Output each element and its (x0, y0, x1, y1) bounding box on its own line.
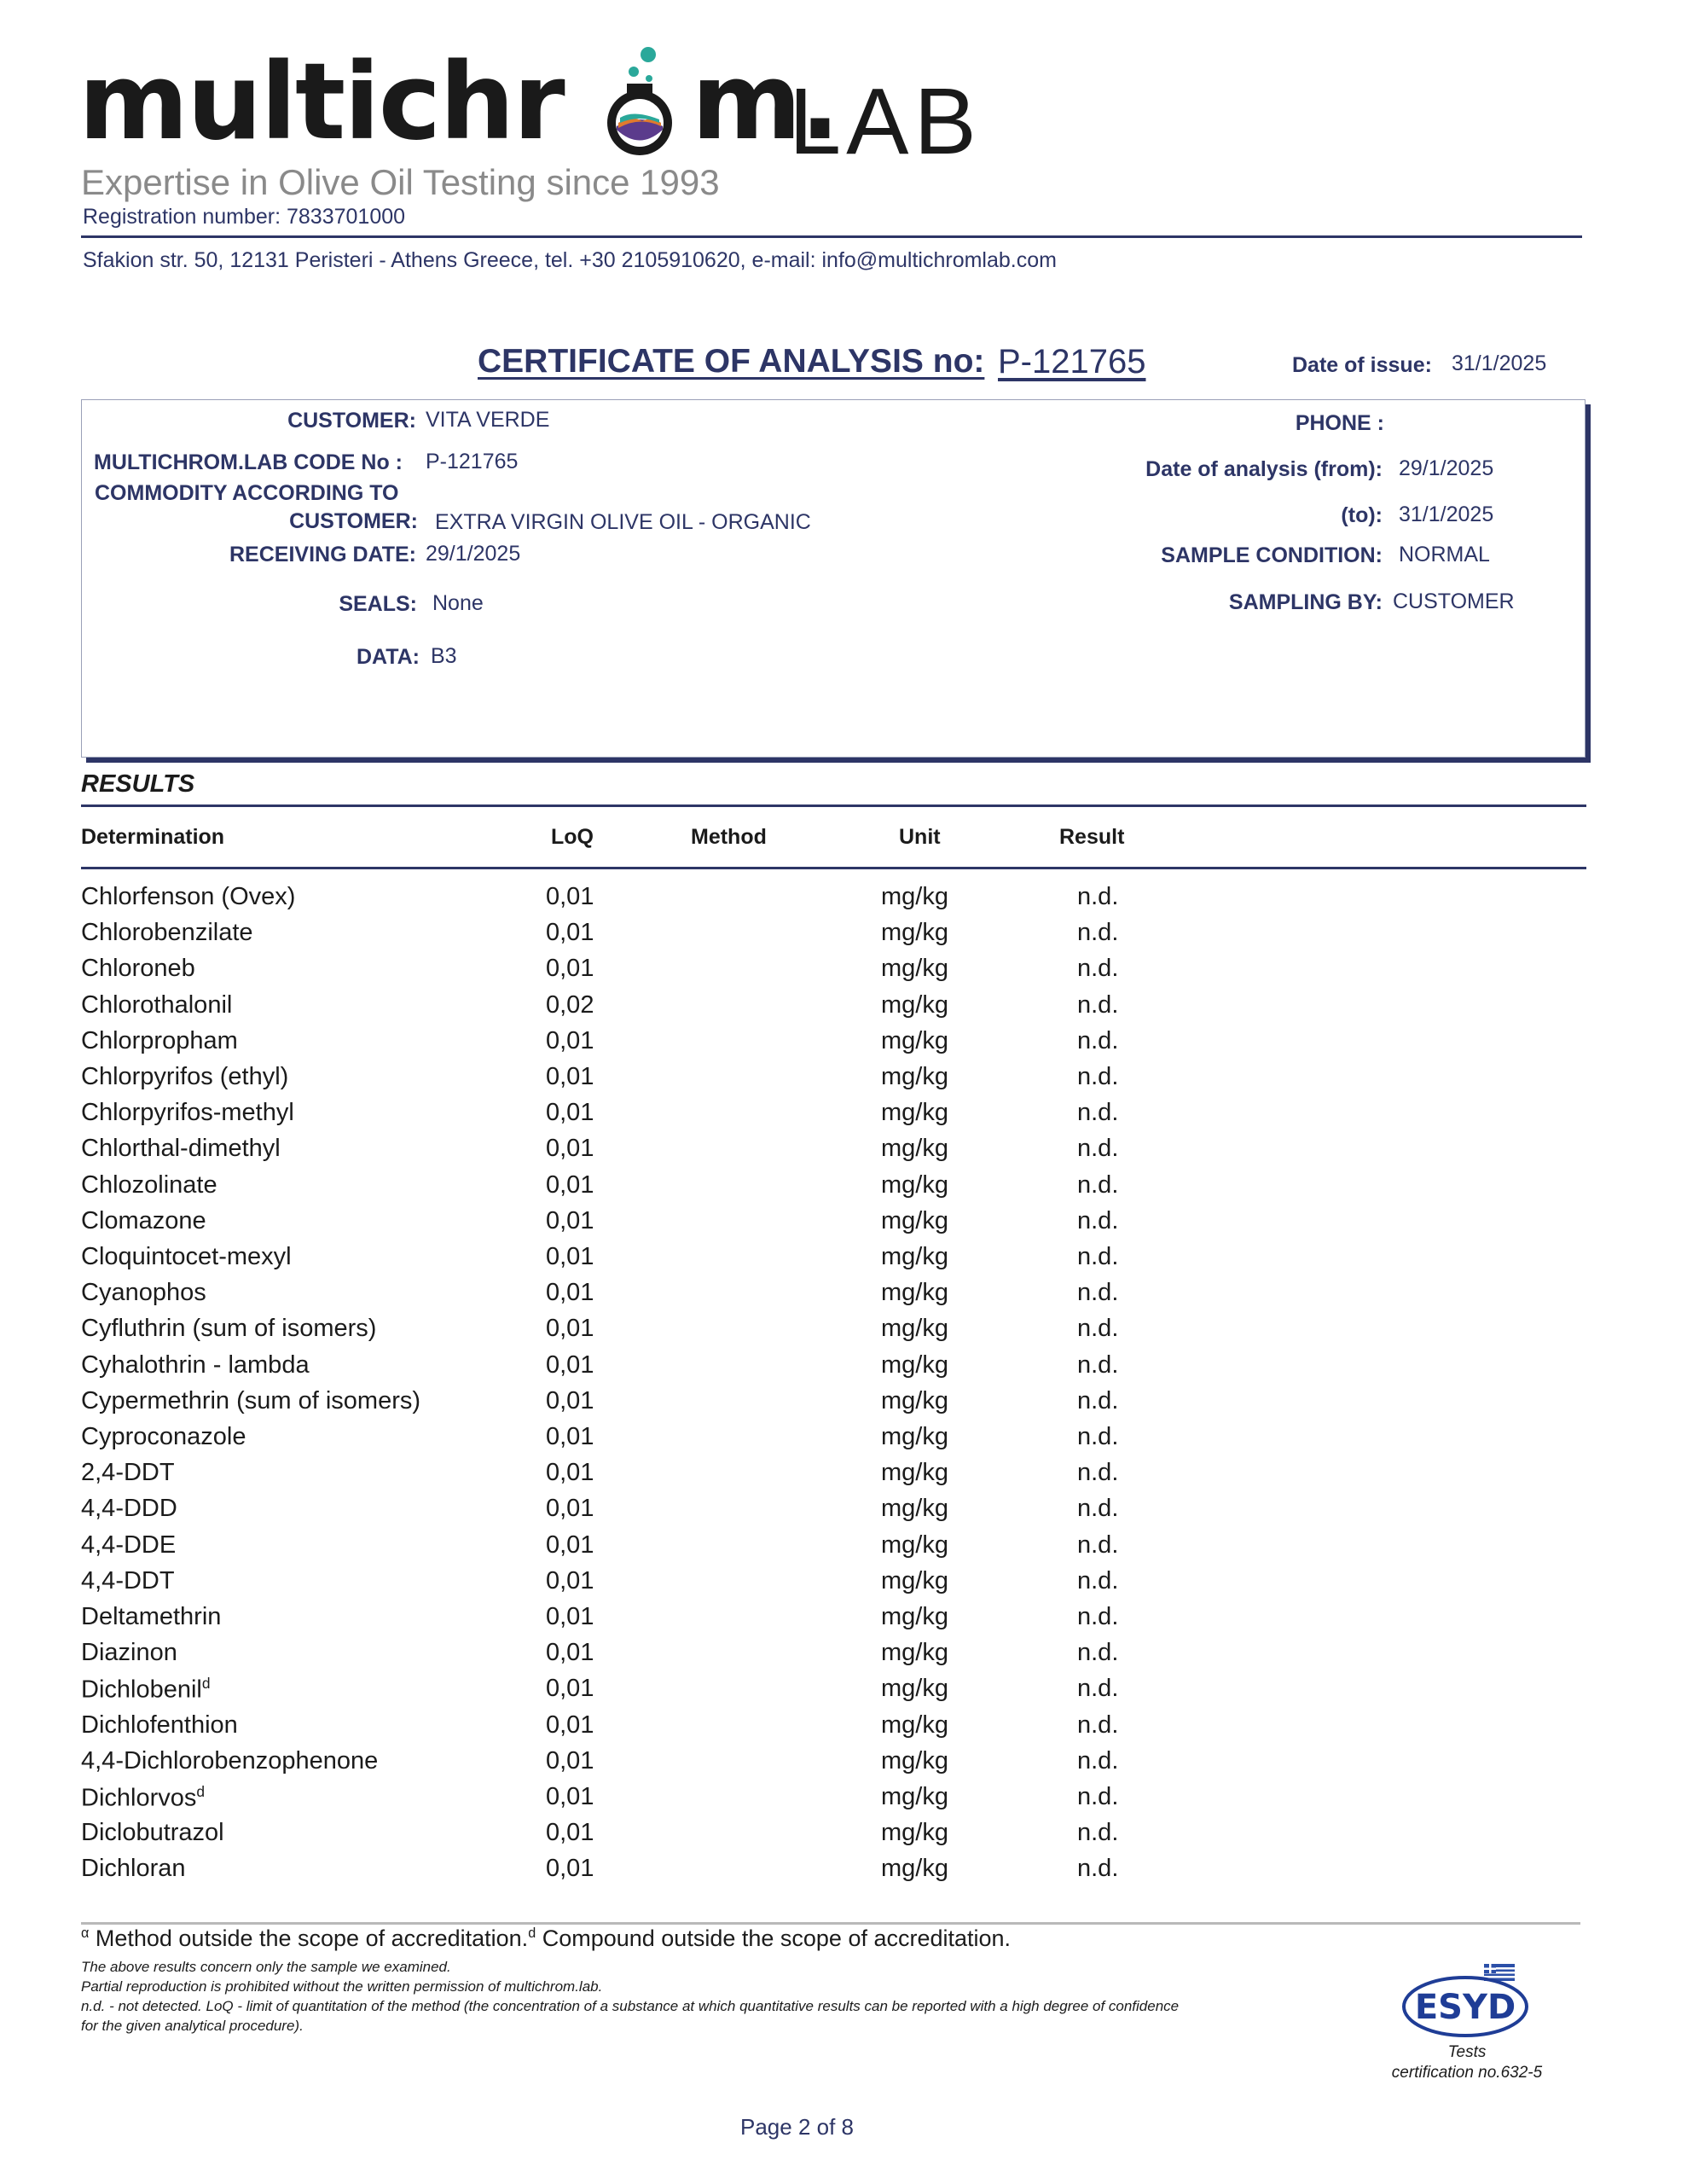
loq-cell: 0,01 (546, 1566, 594, 1594)
unit-cell: mg/kg (881, 1206, 948, 1234)
determination-name: Dichlobenil (81, 1676, 202, 1705)
accreditation-note (81, 1926, 1011, 1952)
certification-number: certification no.632-5 (1391, 2064, 1543, 2082)
result-cell: n.d. (1077, 990, 1119, 1019)
registration-number: Registration number: 7833701000 (83, 205, 406, 229)
unit-cell: mg/kg (881, 1243, 948, 1270)
loq-cell: 0,01 (546, 1495, 594, 1523)
loq-cell: 0,01 (546, 955, 594, 983)
result-cell: n.d. (1077, 1603, 1119, 1630)
loq-cell: 0,01 (546, 1459, 594, 1487)
unit-cell: mg/kg (881, 1170, 948, 1199)
unit-cell: mg/kg (881, 1135, 948, 1163)
result-cell: n.d. (1077, 883, 1119, 910)
unit-cell: mg/kg (881, 955, 948, 983)
table-row (0, 1855, 1687, 1891)
flask-logo-icon (576, 44, 704, 155)
unit-cell: mg/kg (881, 919, 948, 947)
table-row (0, 883, 1687, 919)
table-row (0, 1711, 1687, 1747)
loq-cell: 0,01 (546, 1279, 594, 1307)
table-row (0, 1135, 1687, 1170)
determination-cell (81, 1351, 310, 1380)
result-cell: n.d. (1077, 1279, 1119, 1307)
loq-cell: 0,01 (546, 1783, 594, 1810)
result-cell: n.d. (1077, 1566, 1119, 1594)
result-cell: n.d. (1077, 1350, 1119, 1379)
col-header-method: Method (691, 825, 767, 849)
determination-name: Cyanophos (81, 1279, 206, 1307)
determination-cell (81, 991, 232, 1019)
results-divider-top (81, 804, 1586, 807)
determination-cell (81, 1207, 206, 1235)
determination-name: Dichlorvos (81, 1784, 197, 1812)
unit-cell: mg/kg (881, 1746, 948, 1774)
determination-cell (81, 1387, 420, 1415)
result-cell: n.d. (1077, 1495, 1119, 1523)
loq-cell: 0,01 (546, 1099, 594, 1127)
unit-cell: mg/kg (881, 1783, 948, 1810)
result-cell: n.d. (1077, 1135, 1119, 1163)
loq-cell: 0,01 (546, 1746, 594, 1774)
code-value: P-121765 (426, 450, 519, 473)
determination-name: Clomazone (81, 1206, 206, 1234)
loq-cell: 0,01 (546, 1819, 594, 1847)
result-cell: n.d. (1077, 1639, 1119, 1667)
header-divider (81, 235, 1582, 238)
determination-cell (81, 883, 295, 911)
determination-name: Cloquintocet-mexyl (81, 1243, 292, 1270)
determination-name: Cyhalothrin - lambda (81, 1350, 310, 1379)
commodity-label-line2: CUSTOMER: (289, 509, 418, 533)
table-row (0, 1603, 1687, 1639)
unit-cell: mg/kg (881, 1063, 948, 1090)
determination-footnote-mark: d (196, 1783, 206, 1800)
table-row (0, 1747, 1687, 1783)
results-heading: RESULTS (81, 770, 195, 798)
result-cell: n.d. (1077, 1855, 1119, 1883)
determination-name: Cyproconazole (81, 1423, 246, 1450)
unit-cell: mg/kg (881, 990, 948, 1019)
table-row (0, 955, 1687, 990)
determination-cell (81, 1171, 217, 1199)
unit-cell: mg/kg (881, 1675, 948, 1703)
determination-name: Diazinon (81, 1639, 177, 1667)
result-cell: n.d. (1077, 1206, 1119, 1234)
table-row (0, 1531, 1687, 1567)
determination-name: Chlorobenzilate (81, 919, 253, 947)
customer-label: CUSTOMER: (287, 409, 416, 433)
determination-name: Chloroneb (81, 955, 195, 983)
note-d-text: Compound outside the scope of accreditation. (536, 1926, 1012, 1951)
unit-cell: mg/kg (881, 1819, 948, 1847)
sample-condition-label: SAMPLE CONDITION: (1161, 543, 1383, 567)
loq-cell: 0,01 (546, 1386, 594, 1414)
loq-cell: 0,01 (546, 1170, 594, 1199)
table-row (0, 1315, 1687, 1350)
determination-name: Chlorothalonil (81, 990, 233, 1019)
unit-cell: mg/kg (881, 1350, 948, 1379)
determination-footnote-mark: d (201, 1675, 211, 1693)
determination-cell (81, 1315, 376, 1343)
code-label: MULTICHROM.LAB CODE No : (94, 450, 403, 474)
table-row (0, 991, 1687, 1027)
unit-cell: mg/kg (881, 883, 948, 910)
receiving-date-label: RECEIVING DATE: (229, 543, 416, 566)
col-header-determination: Determination (81, 825, 225, 849)
table-row (0, 1099, 1687, 1135)
loq-cell: 0,01 (546, 1063, 594, 1090)
determination-cell (81, 1747, 378, 1775)
determination-name: Dichlofenthion (81, 1711, 238, 1739)
sampling-by-value: CUSTOMER (1393, 590, 1515, 613)
phone-label: PHONE : (1295, 411, 1384, 435)
commodity-label-line1: COMMODITY ACCORDING TO (95, 481, 399, 505)
disclaimer-line-1: The above results concern only the sample we examined. (81, 1959, 451, 1975)
customer-value: VITA VERDE (426, 408, 550, 432)
determination-cell (81, 1243, 292, 1271)
seals-label: SEALS: (339, 592, 417, 616)
result-cell: n.d. (1077, 1531, 1119, 1559)
determination-name: 2,4-DDT (81, 1459, 175, 1487)
determination-name: Chlorfenson (Ovex) (81, 883, 296, 910)
determination-cell (81, 1495, 177, 1523)
footer-divider (81, 1922, 1580, 1925)
determination-name: Cypermethrin (sum of isomers) (81, 1386, 421, 1414)
table-row (0, 1027, 1687, 1063)
determination-cell (81, 1711, 238, 1740)
table-row (0, 1279, 1687, 1315)
result-cell: n.d. (1077, 1315, 1119, 1343)
disclaimer-line-2: Partial reproduction is prohibited without the written permission of multichrom.lab. (81, 1978, 603, 1995)
determination-cell (81, 1459, 175, 1487)
determination-name: Chlorpyrifos-methyl (81, 1099, 294, 1127)
result-cell: n.d. (1077, 1386, 1119, 1414)
disclaimer-line-3: n.d. - not detected. LoQ - limit of quantitation of the method (the concentration of a substance at which quantitative results can be reported with a high degree of confidence (81, 1998, 1180, 2014)
determination-cell (81, 1099, 294, 1127)
loq-cell: 0,01 (546, 1675, 594, 1703)
determination-cell (81, 1531, 176, 1560)
note-a-mark: α (81, 1926, 90, 1941)
determination-cell (81, 1063, 288, 1091)
tests-caption: Tests (1447, 2043, 1487, 2061)
table-row (0, 1783, 1687, 1819)
determination-cell (81, 1567, 175, 1595)
determination-cell (81, 1855, 186, 1883)
result-cell: n.d. (1077, 1099, 1119, 1127)
tagline: Expertise in Olive Oil Testing since 1993 (81, 162, 720, 202)
analysis-from-value: 29/1/2025 (1399, 456, 1494, 480)
unit-cell: mg/kg (881, 1855, 948, 1883)
table-row (0, 1423, 1687, 1459)
receiving-date-value: 29/1/2025 (426, 542, 521, 566)
loq-cell: 0,01 (546, 1711, 594, 1739)
analysis-from-label: Date of analysis (from): (1145, 457, 1383, 481)
unit-cell: mg/kg (881, 1459, 948, 1487)
determination-cell (81, 1783, 205, 1813)
loq-cell: 0,01 (546, 1315, 594, 1343)
determination-cell (81, 1819, 224, 1847)
determination-name: Diclobutrazol (81, 1819, 224, 1847)
table-row (0, 1675, 1687, 1711)
determination-name: 4,4-Dichlorobenzophenone (81, 1746, 379, 1774)
determination-cell (81, 1279, 206, 1307)
loq-cell: 0,01 (546, 1135, 594, 1163)
determination-name: Cyfluthrin (sum of isomers) (81, 1315, 377, 1343)
table-row (0, 1063, 1687, 1099)
analysis-to-label: (to): (1341, 503, 1383, 527)
table-row (0, 919, 1687, 955)
unit-cell: mg/kg (881, 1603, 948, 1630)
logo-word-end: m. (691, 41, 839, 164)
loq-cell: 0,01 (546, 1423, 594, 1450)
determination-name: 4,4-DDE (81, 1531, 177, 1559)
determination-name: Chlorpyrifos (ethyl) (81, 1063, 289, 1090)
issue-date-label: Date of issue: (1292, 353, 1432, 377)
table-row (0, 1639, 1687, 1675)
unit-cell: mg/kg (881, 1566, 948, 1594)
loq-cell: 0,01 (546, 1350, 594, 1379)
determination-name: 4,4-DDD (81, 1495, 177, 1523)
loq-cell: 0,02 (546, 990, 594, 1019)
address: Sfakion str. 50, 12131 Peristeri - Athens Greece, tel. +30 2105910620, e-mail: info@multichromlab.com (83, 248, 1057, 272)
table-row (0, 1351, 1687, 1387)
result-cell: n.d. (1077, 1170, 1119, 1199)
unit-cell: mg/kg (881, 1279, 948, 1307)
seals-value: None (432, 591, 484, 615)
unit-cell: mg/kg (881, 1495, 948, 1523)
note-d-mark: d (528, 1926, 536, 1941)
determination-name: Chlorpropham (81, 1026, 238, 1054)
result-cell: n.d. (1077, 1783, 1119, 1810)
loq-cell: 0,01 (546, 1855, 594, 1883)
loq-cell: 0,01 (546, 1531, 594, 1559)
commodity-value: EXTRA VIRGIN OLIVE OIL - ORGANIC (435, 510, 811, 534)
logo-lab: LAB (789, 69, 982, 174)
col-header-result: Result (1059, 825, 1125, 849)
note-a-text: Method outside the scope of accreditation. (89, 1926, 529, 1951)
certificate-number: P-121765 (998, 343, 1146, 380)
unit-cell: mg/kg (881, 1026, 948, 1054)
disclaimer-line-4: for the given analytical procedure). (81, 2018, 304, 2034)
loq-cell: 0,01 (546, 1026, 594, 1054)
issue-date-value: 31/1/2025 (1452, 351, 1547, 375)
determination-cell (81, 1027, 238, 1055)
loq-cell: 0,01 (546, 1603, 594, 1630)
sampling-by-label: SAMPLING BY: (1228, 590, 1383, 614)
certificate-title: CERTIFICATE OF ANALYSIS no: (478, 343, 985, 380)
result-cell: n.d. (1077, 919, 1119, 947)
determination-name: 4,4-DDT (81, 1566, 175, 1594)
determination-cell (81, 1639, 177, 1667)
table-row (0, 1207, 1687, 1243)
unit-cell: mg/kg (881, 1099, 948, 1127)
sample-condition-value: NORMAL (1399, 543, 1490, 566)
loq-cell: 0,01 (546, 1243, 594, 1270)
result-cell: n.d. (1077, 1711, 1119, 1739)
table-row (0, 1819, 1687, 1855)
esyd-accreditation-logo (1399, 1962, 1535, 2039)
unit-cell: mg/kg (881, 1711, 948, 1739)
result-cell: n.d. (1077, 955, 1119, 983)
data-label: DATA: (356, 645, 420, 669)
determination-name: Deltamethrin (81, 1603, 222, 1630)
col-header-unit: Unit (899, 825, 941, 849)
loq-cell: 0,01 (546, 1206, 594, 1234)
result-cell: n.d. (1077, 1423, 1119, 1450)
determination-cell (81, 1135, 281, 1163)
result-cell: n.d. (1077, 1819, 1119, 1847)
logo-word: multichr (78, 41, 564, 164)
table-row (0, 1243, 1687, 1279)
determination-name: Chlozolinate (81, 1170, 217, 1199)
page-number: Page 2 of 8 (740, 2114, 854, 2140)
unit-cell: mg/kg (881, 1531, 948, 1559)
data-value: B3 (431, 644, 457, 668)
result-cell: n.d. (1077, 1026, 1119, 1054)
unit-cell: mg/kg (881, 1639, 948, 1667)
result-cell: n.d. (1077, 1675, 1119, 1703)
determination-name: Chlorthal-dimethyl (81, 1135, 281, 1163)
table-row (0, 1567, 1687, 1603)
determination-cell (81, 955, 195, 983)
esyd-text: ESYD (1414, 1988, 1516, 2027)
determination-cell (81, 1603, 221, 1631)
unit-cell: mg/kg (881, 1386, 948, 1414)
col-header-loq: LoQ (551, 825, 594, 849)
loq-cell: 0,01 (546, 919, 594, 947)
table-row (0, 1387, 1687, 1423)
table-row (0, 1495, 1687, 1531)
analysis-to-value: 31/1/2025 (1399, 502, 1494, 526)
unit-cell: mg/kg (881, 1315, 948, 1343)
result-cell: n.d. (1077, 1243, 1119, 1270)
table-row (0, 1459, 1687, 1495)
loq-cell: 0,01 (546, 883, 594, 910)
results-divider-header (81, 867, 1586, 869)
determination-cell (81, 919, 253, 947)
logo-wordmark (78, 41, 839, 164)
result-cell: n.d. (1077, 1459, 1119, 1487)
table-row (0, 1171, 1687, 1207)
loq-cell: 0,01 (546, 1639, 594, 1667)
determination-name: Dichloran (81, 1855, 186, 1883)
unit-cell: mg/kg (881, 1423, 948, 1450)
result-cell: n.d. (1077, 1063, 1119, 1090)
determination-cell (81, 1675, 211, 1705)
determination-cell (81, 1423, 246, 1451)
result-cell: n.d. (1077, 1746, 1119, 1774)
